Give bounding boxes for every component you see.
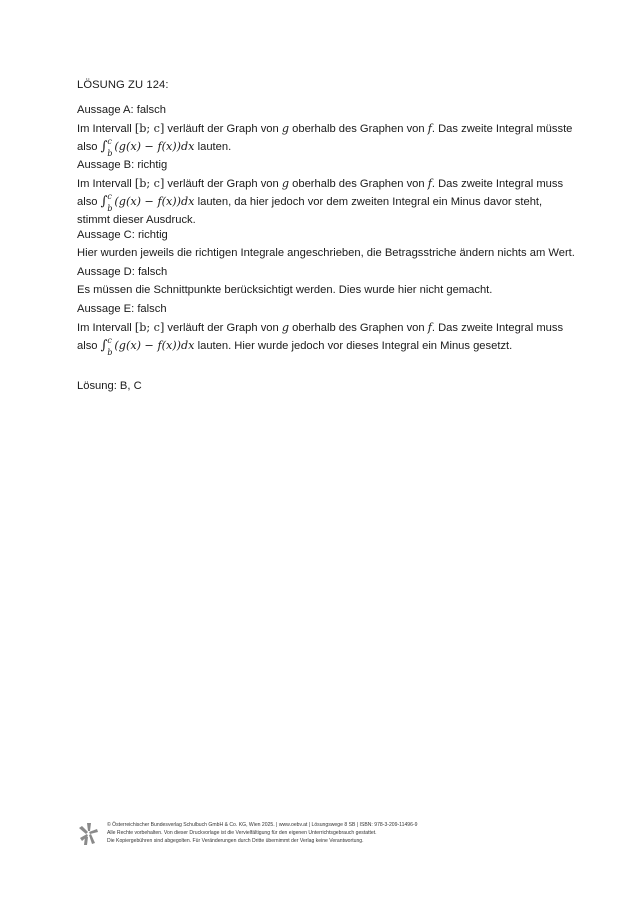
copyright-line-3: Die Kopiergebühren sind abgegolten. Für Veränderungen durch Dritte übernimmt der Verlag keine Verantwortung. [107,837,364,844]
integral-limits [107,192,114,213]
text-segment: lauten. Hier wurde jedoch vor dieses Integral ein Minus gesetzt. [194,340,513,352]
text-segment: verläuft der Graph von [164,177,282,190]
function-f: f [427,121,432,135]
text-segment: Im Intervall [77,177,135,190]
statement-c [77,227,577,262]
text-segment: oberhalb des Graphen von [289,177,428,190]
text-segment: also [77,141,101,153]
text-segment: . Das zweite Integral muss [431,177,564,190]
integrand: (g(x) − f(x))dx [114,195,195,208]
interval-formula: [b; c] [134,121,165,135]
text-segment: . Das zweite Integral muss [431,321,564,334]
statement-b-line-3: stimmt dieser Ausdruck. [77,213,196,226]
integrand: (g(x) − f(x))dx [114,140,195,153]
statement-c-heading: Aussage C: richtig [77,229,168,241]
copyright-line-2: Alle Rechte vorbehalten. Von dieser Druckvorlage ist die Vervielfältigung für den eigenen Unterrichtsgebrauch gestattet. [107,829,377,836]
integral-sign: ∫ [100,338,108,353]
upper-limit: c [107,336,112,345]
integral-sign: ∫ [100,139,108,154]
copyright-notice [107,822,417,845]
text-segment: Im Intervall [77,321,135,334]
interval-formula: [b; c] [134,176,165,190]
lower-limit: b [107,204,113,213]
statement-e-line-1 [77,319,577,338]
page-title: LÖSUNG ZU 124: [77,79,169,91]
lower-limit: b [107,348,113,357]
interval-formula: [b; c] [134,320,165,334]
text-segment: lauten. [194,141,232,153]
statement-a [77,102,577,157]
statement-e [77,301,577,356]
integral-limits [107,336,114,357]
text-segment: also [77,340,101,352]
statement-b-heading: Aussage B: richtig [77,159,168,171]
text-segment: oberhalb des Graphen von [289,122,428,135]
statement-b [77,157,577,229]
text-segment: lauten, da hier jedoch vor dem zweiten Integral ein Minus davor steht, [194,196,543,208]
integral-sign: ∫ [100,194,108,209]
statement-d-heading: Aussage D: falsch [77,266,168,278]
statement-e-line-2 [77,337,577,356]
function-g: g [281,121,290,135]
function-f: f [427,176,432,190]
statement-a-line-2 [77,138,577,157]
publisher-logo-icon [77,822,99,846]
solution-answer: Lösung: B, C [77,380,142,392]
statement-b-line-2 [77,193,577,212]
copyright-line-1: © Österreichischer Bundesverlag Schulbuch GmbH & Co. KG, Wien 2025. | www.oebv.at | Lösungswege 8 SB | ISBN: 978-3-209-11496-9 [107,822,418,828]
function-g: g [281,176,290,190]
text-segment: . Das zweite Integral müsste [431,122,573,135]
function-g: g [281,320,290,334]
integral-limits [107,137,114,158]
text-segment: oberhalb des Graphen von [289,321,428,334]
statement-a-line-1 [77,120,577,139]
function-f: f [427,320,432,334]
text-segment: Im Intervall [77,122,135,135]
statement-a-heading: Aussage A: falsch [77,104,166,116]
upper-limit: c [107,192,112,201]
statement-d-line-1: Es müssen die Schnittpunkte berücksichtigt werden. Dies wurde hier nicht gemacht. [77,283,493,296]
page-footer [77,820,577,860]
text-segment: verläuft der Graph von [164,122,282,135]
statement-d [77,264,577,299]
statement-e-heading: Aussage E: falsch [77,303,167,315]
integrand: (g(x) − f(x))dx [114,339,195,352]
statement-c-line-1: Hier wurden jeweils die richtigen Integrale angeschrieben, die Betragsstriche ändern nichts am Wert. [77,246,575,259]
text-segment: verläuft der Graph von [164,321,282,334]
lower-limit: b [107,149,113,158]
text-segment: also [77,196,101,208]
upper-limit: c [107,137,112,146]
statement-b-line-1 [77,175,577,194]
